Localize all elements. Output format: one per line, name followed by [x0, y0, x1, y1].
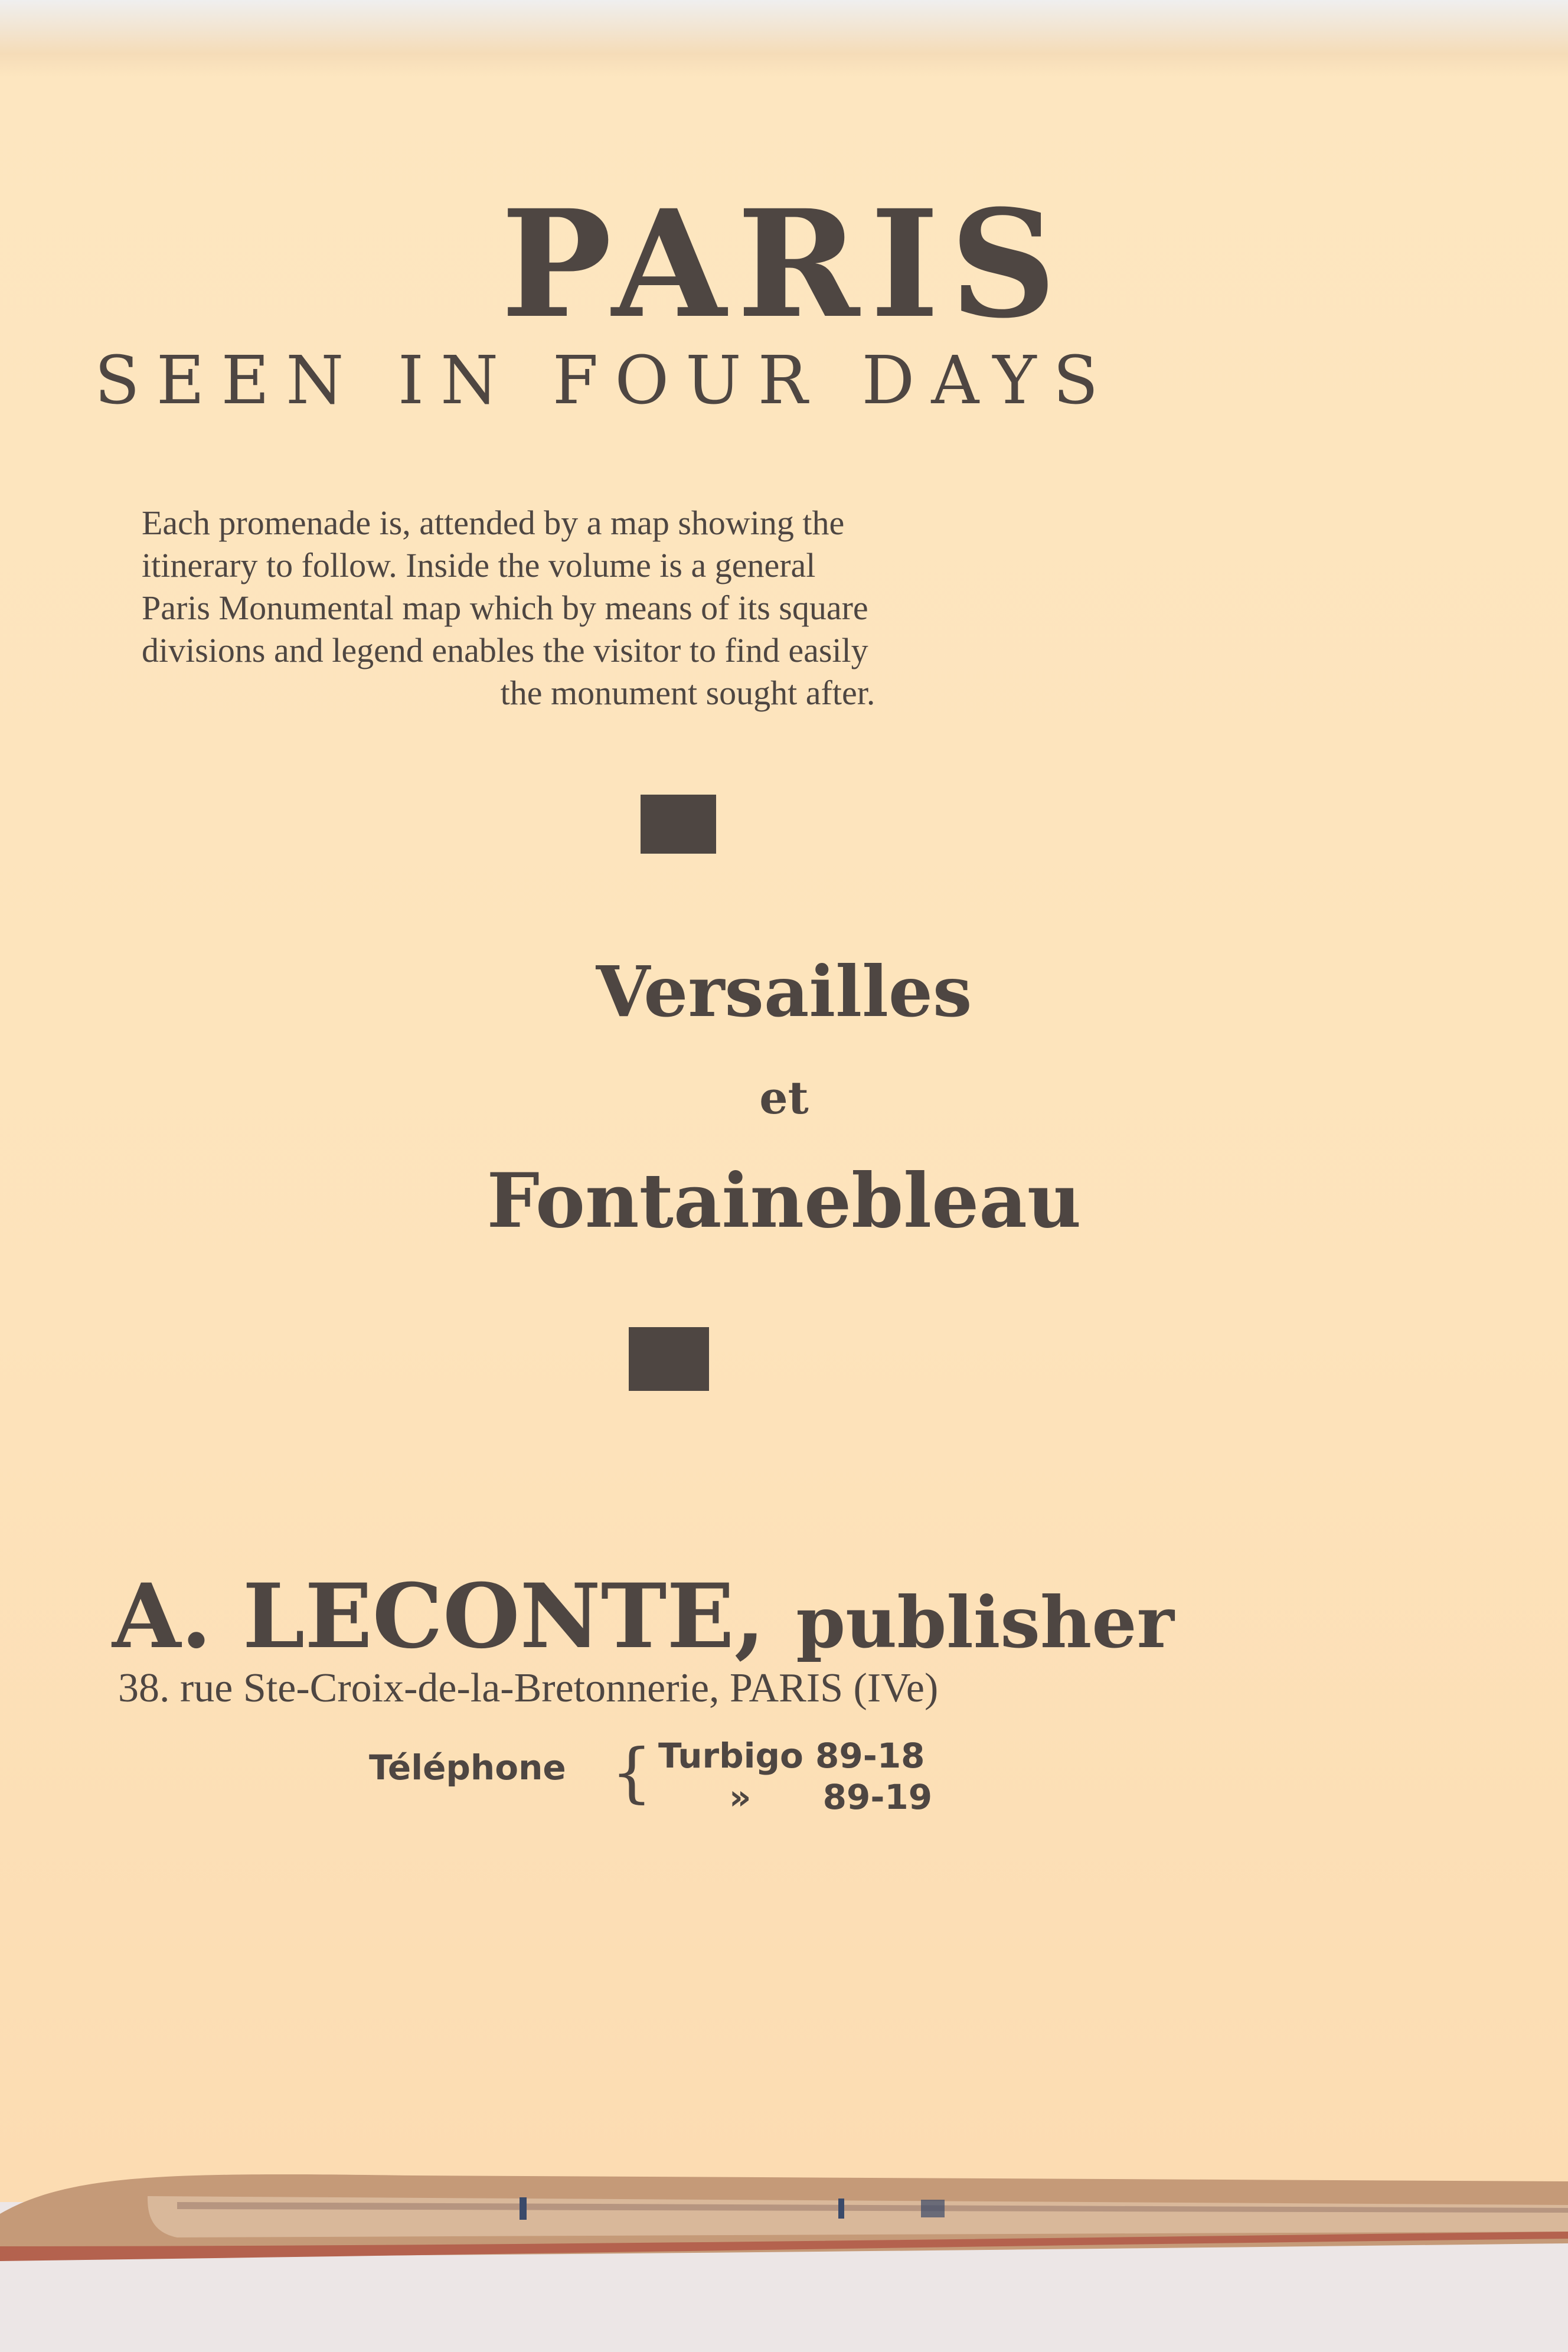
brace-icon: { [611, 1734, 652, 1810]
description-paragraph [142, 502, 1234, 714]
section-heading-fontainebleau: Fontainebleau [486, 1157, 1082, 1244]
telephone-label: Téléphone [369, 1747, 566, 1788]
section-connector: et [759, 1072, 809, 1124]
description-line: the monument sought after. [500, 674, 876, 712]
description-line: itinerary to follow. Inside the volume is a general [142, 546, 816, 584]
publisher-address: 38. rue Ste-Croix-de-la-Bretonnerie, PARIS (IVe) [118, 1665, 939, 1711]
description-line: Each promenade is, attended by a map showing the [142, 504, 845, 542]
publisher-name: A. LECONTE, [112, 1564, 765, 1668]
publisher-line [112, 1564, 1174, 1668]
phone-number: » 89-19 [729, 1777, 933, 1817]
description-line: Paris Monumental map which by means of its square [142, 589, 868, 627]
description-line: divisions and legend enables the visitor to find easily [142, 631, 868, 669]
ornament-square-icon [629, 1327, 709, 1391]
page-subtitle: SEEN IN FOUR DAYS [94, 342, 1115, 419]
publisher-role: publisher [796, 1581, 1174, 1664]
page-title: PARIS [501, 177, 1067, 351]
section-heading-versailles: Versailles [596, 950, 972, 1033]
ornament-square-icon [641, 795, 716, 854]
page-top-shadow [0, 0, 1568, 77]
phone-number: Turbigo 89-18 [658, 1736, 925, 1776]
book-bottom-edge [0, 2149, 1568, 2261]
